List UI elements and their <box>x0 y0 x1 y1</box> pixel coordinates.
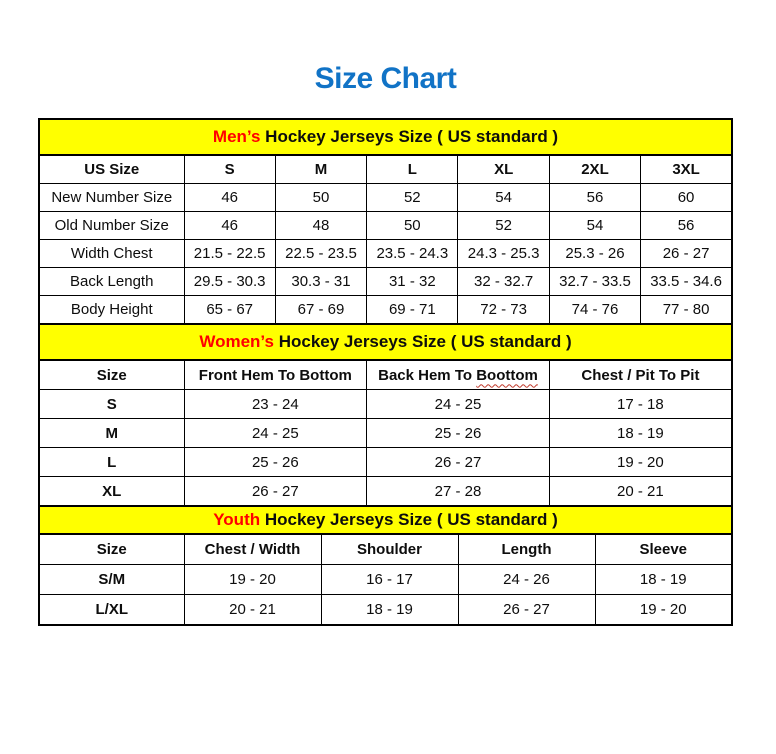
mens-cell: 56 <box>641 212 732 240</box>
womens-col-header <box>367 360 550 390</box>
womens-row-label: M <box>39 419 184 448</box>
table-row <box>39 212 732 240</box>
womens-cell: 27 - 28 <box>367 477 550 507</box>
mens-cell: 67 - 69 <box>275 296 366 325</box>
youth-col-header: Length <box>458 534 595 565</box>
mens-cell: 50 <box>367 212 458 240</box>
mens-cell: 22.5 - 23.5 <box>275 240 366 268</box>
womens-cell: 18 - 19 <box>549 419 732 448</box>
mens-header-row <box>39 155 732 184</box>
womens-col-header: Chest / Pit To Pit <box>549 360 732 390</box>
table-row <box>39 419 732 448</box>
youth-col-header: Sleeve <box>595 534 732 565</box>
table-row <box>39 390 732 419</box>
youth-section-highlight: Youth <box>213 510 261 529</box>
mens-cell: 77 - 80 <box>641 296 732 325</box>
womens-row-label: XL <box>39 477 184 507</box>
youth-cell: 19 - 20 <box>595 595 732 626</box>
mens-col-header: M <box>275 155 366 184</box>
womens-section-band <box>39 324 732 360</box>
mens-cell: 52 <box>458 212 549 240</box>
womens-cell: 26 - 27 <box>184 477 367 507</box>
womens-cell: 26 - 27 <box>367 448 550 477</box>
youth-col-header: Size <box>39 534 184 565</box>
womens-cell: 24 - 25 <box>367 390 550 419</box>
youth-cell: 18 - 19 <box>321 595 458 626</box>
table-row <box>39 268 732 296</box>
womens-header-row <box>39 360 732 390</box>
youth-cell: 16 - 17 <box>321 565 458 595</box>
mens-col-header: XL <box>458 155 549 184</box>
table-row <box>39 240 732 268</box>
mens-cell: 65 - 67 <box>184 296 275 325</box>
mens-col-header: L <box>367 155 458 184</box>
mens-cell: 32 - 32.7 <box>458 268 549 296</box>
mens-col-header: 2XL <box>549 155 640 184</box>
mens-cell: 72 - 73 <box>458 296 549 325</box>
mens-col-header: US Size <box>39 155 184 184</box>
misspelled-word: Boottom <box>476 366 538 384</box>
mens-col-header: S <box>184 155 275 184</box>
mens-row-label: New Number Size <box>39 184 184 212</box>
youth-col-header: Chest / Width <box>184 534 321 565</box>
mens-cell: 21.5 - 22.5 <box>184 240 275 268</box>
mens-cell: 74 - 76 <box>549 296 640 325</box>
womens-section-highlight: Women’s <box>199 332 274 351</box>
mens-cell: 24.3 - 25.3 <box>458 240 549 268</box>
mens-size-table <box>38 118 733 325</box>
womens-cell: 25 - 26 <box>184 448 367 477</box>
mens-row-label: Old Number Size <box>39 212 184 240</box>
mens-row-label: Body Height <box>39 296 184 325</box>
mens-cell: 23.5 - 24.3 <box>367 240 458 268</box>
mens-cell: 60 <box>641 184 732 212</box>
mens-row-label: Width Chest <box>39 240 184 268</box>
table-row <box>39 477 732 507</box>
mens-cell: 26 - 27 <box>641 240 732 268</box>
womens-section-title <box>39 324 732 360</box>
womens-size-table <box>38 323 733 507</box>
header-text-prefix: Back Hem To <box>378 366 477 384</box>
mens-cell: 54 <box>549 212 640 240</box>
mens-cell: 54 <box>458 184 549 212</box>
mens-cell: 69 - 71 <box>367 296 458 325</box>
youth-row-label: L/XL <box>39 595 184 626</box>
youth-section-title <box>39 506 732 534</box>
mens-section-highlight: Men’s <box>212 127 261 146</box>
womens-cell: 25 - 26 <box>367 419 550 448</box>
youth-row-label: S/M <box>39 565 184 595</box>
womens-section-rest: Hockey Jerseys Size ( US standard ) <box>273 332 572 351</box>
mens-cell: 25.3 - 26 <box>549 240 640 268</box>
table-row <box>39 595 732 626</box>
mens-cell: 30.3 - 31 <box>275 268 366 296</box>
womens-col-header: Size <box>39 360 184 390</box>
mens-cell: 32.7 - 33.5 <box>549 268 640 296</box>
youth-size-table <box>38 505 733 626</box>
womens-row-label: S <box>39 390 184 419</box>
youth-col-header: Shoulder <box>321 534 458 565</box>
youth-cell: 20 - 21 <box>184 595 321 626</box>
womens-cell: 19 - 20 <box>549 448 732 477</box>
womens-cell: 23 - 24 <box>184 390 367 419</box>
mens-cell: 56 <box>549 184 640 212</box>
youth-header-row <box>39 534 732 565</box>
table-row <box>39 565 732 595</box>
youth-cell: 24 - 26 <box>458 565 595 595</box>
table-row <box>39 448 732 477</box>
womens-cell: 24 - 25 <box>184 419 367 448</box>
youth-cell: 26 - 27 <box>458 595 595 626</box>
youth-section-band <box>39 506 732 534</box>
mens-section-title <box>39 119 732 155</box>
youth-cell: 18 - 19 <box>595 565 732 595</box>
mens-cell: 52 <box>367 184 458 212</box>
womens-row-label: L <box>39 448 184 477</box>
mens-cell: 48 <box>275 212 366 240</box>
mens-cell: 31 - 32 <box>367 268 458 296</box>
table-row <box>39 184 732 212</box>
table-row <box>39 296 732 325</box>
mens-cell: 33.5 - 34.6 <box>641 268 732 296</box>
size-chart-tables <box>38 118 733 626</box>
womens-col-header: Front Hem To Bottom <box>184 360 367 390</box>
page-title: Size Chart <box>314 62 457 95</box>
mens-cell: 50 <box>275 184 366 212</box>
mens-cell: 46 <box>184 212 275 240</box>
mens-row-label: Back Length <box>39 268 184 296</box>
womens-cell: 17 - 18 <box>549 390 732 419</box>
mens-cell: 46 <box>184 184 275 212</box>
mens-col-header: 3XL <box>641 155 732 184</box>
womens-cell: 20 - 21 <box>549 477 732 507</box>
youth-section-rest: Hockey Jerseys Size ( US standard ) <box>260 510 558 529</box>
mens-section-band <box>39 119 732 155</box>
youth-cell: 19 - 20 <box>184 565 321 595</box>
mens-section-rest: Hockey Jerseys Size ( US standard ) <box>260 127 559 146</box>
mens-cell: 29.5 - 30.3 <box>184 268 275 296</box>
